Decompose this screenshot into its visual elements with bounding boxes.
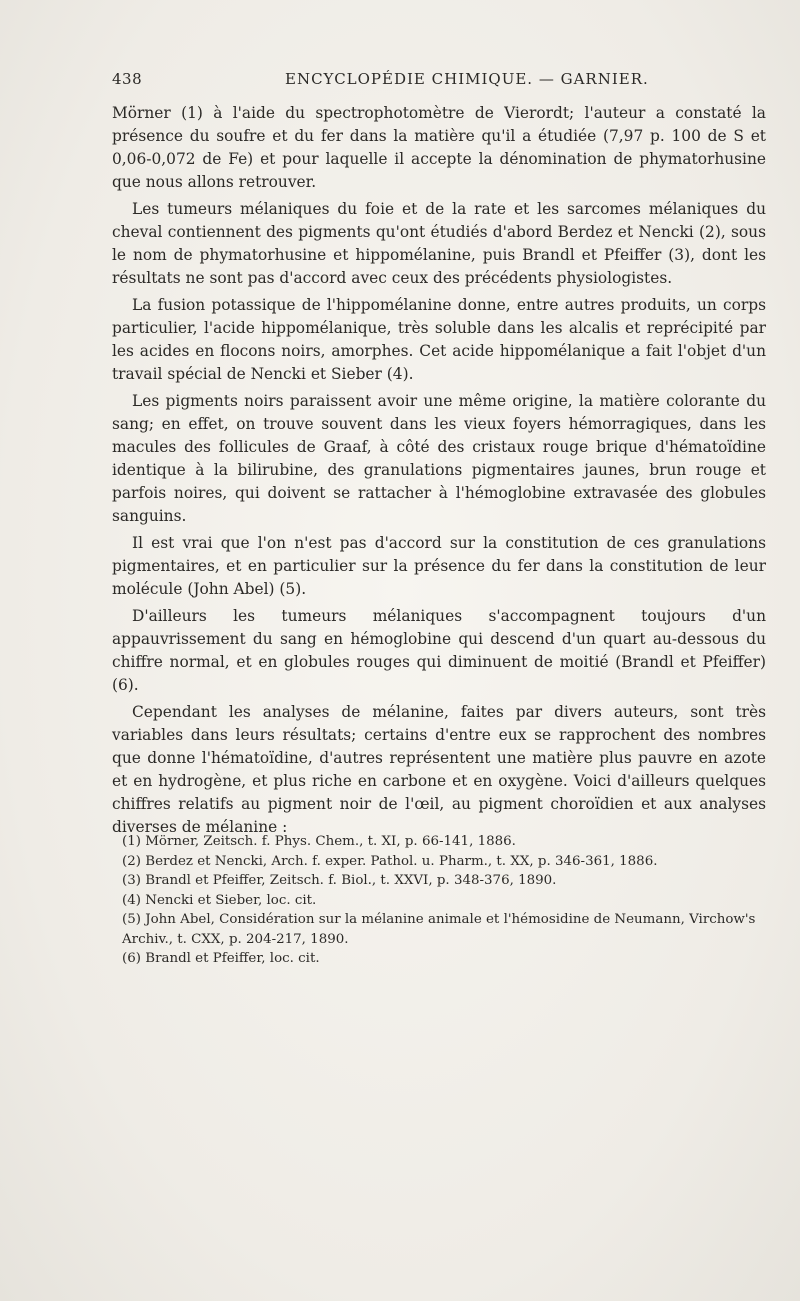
footnote: (2) Berdez et Nencki, Arch. f. exper. Pathol. u. Pharm., t. XX, p. 346-361, 1886. — [122, 853, 658, 869]
paragraph: D'ailleurs les tumeurs mélaniques s'accompagnent toujours d'un appauvrissement du sang en hémoglobine qui descend d'un quart au-dessous du chiffre normal, et en globules rouges qui diminuent de moitié (Brandl et Pfeiffer) (6). — [112, 607, 766, 694]
paragraph: Les pigments noirs paraissent avoir une même origine, la matière colorante du sang; en effet, on trouve souvent dans les vieux foyers hémorragiques, dans les macules des follicules de Graaf, à côté des cristaux rouge brique d'hématoïdine identique à la bilirubine, des granulations pigmentaires jaunes, brun rouge et parfois noires, qui doivent se rattacher à l'hémoglobine extravasée des globules sanguins. — [112, 392, 766, 525]
footnote: (5) John Abel, Considération sur la mélanine animale et l'hémosidine de Neumann, Virchow's Archiv., t. CXX, p. 204-217, 1890. — [122, 912, 756, 947]
footnote: (3) Brandl et Pfeiffer, Zeitsch. f. Biol., t. XXVI, p. 348-376, 1890. — [122, 873, 557, 888]
paragraph: Les tumeurs mélaniques du foie et de la rate et les sarcomes mélaniques du cheval contiennent des pigments qu'ont étudiés d'abord Berdez et Nencki (2), sous le nom de phymatorhusine et hippomélanine, puis Brandl et Pfeiffer (3), dont les résultats ne sont pas d'accord avec ceux des précédents physiologistes. — [112, 200, 766, 287]
footnote: (4) Nencki et Sieber, loc. cit. — [122, 892, 317, 908]
page-header — [112, 70, 768, 94]
body-text — [112, 102, 766, 843]
paragraph: Cependant les analyses de mélanine, faites par divers auteurs, sont très variables dans leurs résultats; certains d'entre eux se rapprochent des nombres que donne l'hématoïdine, d'autres représentent une matière plus pauvre en azote et en hydrogène, et plus riche en carbone et en oxygène. Voici d'ailleurs quelques chiffres relatifs au pigment noir de l'œil, au pigment choroïdien et aux analyses diverses de mélanine : — [112, 703, 766, 836]
paragraph: La fusion potassique de l'hippomélanine donne, entre autres produits, un corps particulier, l'acide hippomélanique, très soluble dans les alcalis et reprécipité par les acides en flocons noirs, amorphes. Cet acide hippomélanique a fait l'objet d'un travail spécial de Nencki et Sieber (4). — [112, 296, 766, 383]
running-title: ENCYCLOPÉDIE CHIMIQUE. — GARNIER. — [285, 70, 649, 88]
paragraph: Mörner (1) à l'aide du spectrophotomètre de Vierordt; l'auteur a constaté la présence du soufre et du fer dans la matière qu'il a étudiée (7,97 p. 100 de S et 0,06-0,072 de Fe) et pour laquelle il accepte la dénomination de phymatorhusine que nous allons retrouver. — [112, 104, 766, 191]
page-number: 438 — [112, 70, 143, 88]
footnote: (6) Brandl et Pfeiffer, loc. cit. — [122, 951, 320, 966]
footnotes — [112, 832, 766, 969]
footnote: (1) Mörner, Zeitsch. f. Phys. Chem., t. XI, p. 66-141, 1886. — [122, 834, 516, 849]
paragraph: Il est vrai que l'on n'est pas d'accord sur la constitution de ces granulations pigmentaires, et en particulier sur la présence du fer dans la constitution de leur molécule (John Abel) (5). — [112, 534, 766, 598]
